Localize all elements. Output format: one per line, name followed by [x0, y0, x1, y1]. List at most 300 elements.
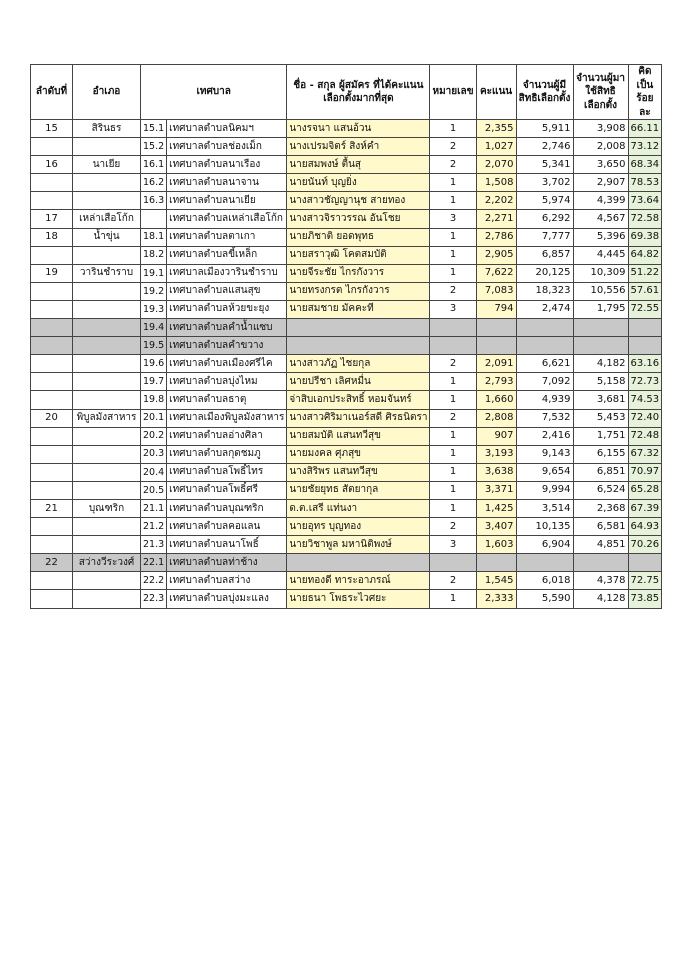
table-row: [31, 409, 662, 427]
order-cell: [31, 373, 73, 391]
col-header-percent: คิดเป็น ร้อยละ: [628, 65, 662, 120]
eligible-cell: 3,514: [516, 499, 573, 517]
eligible-cell: 5,341: [516, 156, 573, 174]
number-cell: 1: [430, 264, 476, 282]
sub-number-cell: 19.4: [141, 319, 167, 337]
candidate-cell: นางสาวศิริมาเนอร์สดี ศิรธนิตรา: [287, 409, 430, 427]
voted-cell: 4,851: [573, 536, 628, 554]
table-row: [31, 463, 662, 481]
table-row: [31, 518, 662, 536]
municipality-cell: เทศบาลเมืองพิบูลมังสาหาร: [167, 409, 287, 427]
district-cell: [73, 518, 141, 536]
order-cell: [31, 518, 73, 536]
percent-cell: 72.75: [628, 572, 662, 590]
candidate-cell: นายวิชาพูล มหานิติพงษ์: [287, 536, 430, 554]
district-cell: [73, 174, 141, 192]
sub-number-cell: 22.2: [141, 572, 167, 590]
number-cell: 1: [430, 373, 476, 391]
score-cell: 3,407: [476, 518, 516, 536]
number-cell: 2: [430, 572, 476, 590]
order-cell: 18: [31, 228, 73, 246]
table-row: [31, 282, 662, 300]
score-cell: 2,070: [476, 156, 516, 174]
candidate-cell: นายสราวุฒิ โคตสมบัติ: [287, 246, 430, 264]
voted-cell: 4,182: [573, 355, 628, 373]
candidate-cell: นายจีระชัย ไกรกังวาร: [287, 264, 430, 282]
order-cell: [31, 246, 73, 264]
table-row: [31, 156, 662, 174]
percent-cell: 73.64: [628, 192, 662, 210]
table-row: [31, 264, 662, 282]
voted-cell: 4,399: [573, 192, 628, 210]
district-cell: [73, 246, 141, 264]
candidate-cell: นางเปรมจิตร์ สิงห์คำ: [287, 138, 430, 156]
eligible-cell: 3,702: [516, 174, 573, 192]
table-row: [31, 300, 662, 318]
candidate-cell: นางสิริพร แสนทวีสุข: [287, 463, 430, 481]
sub-number-cell: 20.2: [141, 427, 167, 445]
municipality-cell: เทศบาลตำบลนิคมฯ: [167, 120, 287, 138]
table-header: [31, 65, 662, 120]
voted-cell: [573, 337, 628, 355]
number-cell: [430, 319, 476, 337]
sub-number-cell: 21.3: [141, 536, 167, 554]
sub-number-cell: 19.5: [141, 337, 167, 355]
number-cell: 2: [430, 409, 476, 427]
score-cell: 1,508: [476, 174, 516, 192]
municipality-cell: เทศบาลตำบลท่าช้าง: [167, 554, 287, 572]
municipality-cell: เทศบาลตำบลนาเยีย: [167, 192, 287, 210]
score-cell: 2,793: [476, 373, 516, 391]
number-cell: 2: [430, 282, 476, 300]
percent-cell: 78.53: [628, 174, 662, 192]
sub-number-cell: 15.1: [141, 120, 167, 138]
voted-cell: 3,908: [573, 120, 628, 138]
col-header-number: หมายเลข: [430, 65, 476, 120]
sub-number-cell: 16.1: [141, 156, 167, 174]
candidate-cell: นางสาวจิราวรรณ อันโชย: [287, 210, 430, 228]
candidate-cell: นายภิชาติ ยอดพุทธ: [287, 228, 430, 246]
number-cell: 3: [430, 210, 476, 228]
percent-cell: 74.53: [628, 391, 662, 409]
col-header-district: อำเภอ: [73, 65, 141, 120]
col-header-voted: จำนวนผู้มา ใช้สิทธิเลือกตั้ง: [573, 65, 628, 120]
sub-number-cell: 16.2: [141, 174, 167, 192]
candidate-cell: นายปรีชา เลิศหมื่น: [287, 373, 430, 391]
table-row: [31, 192, 662, 210]
number-cell: 3: [430, 300, 476, 318]
candidate-cell: [287, 554, 430, 572]
district-cell: [73, 319, 141, 337]
col-header-order: ลำดับที่: [31, 65, 73, 120]
municipality-cell: เทศบาลตำบลคอแลน: [167, 518, 287, 536]
eligible-cell: 6,621: [516, 355, 573, 373]
score-cell: 3,193: [476, 445, 516, 463]
number-cell: 1: [430, 391, 476, 409]
candidate-cell: [287, 337, 430, 355]
sub-number-cell: 19.1: [141, 264, 167, 282]
number-cell: 1: [430, 463, 476, 481]
score-cell: 2,202: [476, 192, 516, 210]
district-cell: [73, 427, 141, 445]
voted-cell: 1,795: [573, 300, 628, 318]
voted-cell: 4,378: [573, 572, 628, 590]
order-cell: [31, 300, 73, 318]
order-cell: [31, 445, 73, 463]
score-cell: [476, 319, 516, 337]
table-row: [31, 319, 662, 337]
score-cell: 907: [476, 427, 516, 445]
percent-cell: [628, 319, 662, 337]
district-cell: พิบูลมังสาหาร: [73, 409, 141, 427]
voted-cell: 5,158: [573, 373, 628, 391]
eligible-cell: 6,904: [516, 536, 573, 554]
order-cell: 17: [31, 210, 73, 228]
candidate-cell: นายนันท์ บุญยิ่ง: [287, 174, 430, 192]
district-cell: เหล่าเสือโก้ก: [73, 210, 141, 228]
municipality-cell: เทศบาลตำบลธาตุ: [167, 391, 287, 409]
candidate-cell: [287, 319, 430, 337]
order-cell: [31, 282, 73, 300]
percent-cell: 64.93: [628, 518, 662, 536]
candidate-cell: จ่าสิบเอกประสิทธิ์ หอมจันทร์: [287, 391, 430, 409]
number-cell: 1: [430, 445, 476, 463]
table-row: [31, 427, 662, 445]
municipality-cell: เทศบาลตำบลโพธิ์ศรี: [167, 481, 287, 499]
district-cell: [73, 463, 141, 481]
sub-number-cell: 19.7: [141, 373, 167, 391]
table-row: [31, 572, 662, 590]
eligible-cell: 7,092: [516, 373, 573, 391]
voted-cell: 10,556: [573, 282, 628, 300]
order-cell: [31, 138, 73, 156]
district-cell: บุณฑริก: [73, 499, 141, 517]
candidate-cell: นายชัยยุทธ สัตยากุล: [287, 481, 430, 499]
percent-cell: 57.61: [628, 282, 662, 300]
eligible-cell: 6,018: [516, 572, 573, 590]
score-cell: 2,905: [476, 246, 516, 264]
score-cell: 2,091: [476, 355, 516, 373]
voted-cell: 10,309: [573, 264, 628, 282]
table-row: [31, 536, 662, 554]
eligible-cell: 2,416: [516, 427, 573, 445]
table-row: [31, 445, 662, 463]
order-cell: [31, 590, 73, 608]
eligible-cell: 7,777: [516, 228, 573, 246]
table-row: [31, 210, 662, 228]
voted-cell: 1,751: [573, 427, 628, 445]
district-cell: [73, 481, 141, 499]
percent-cell: 65.28: [628, 481, 662, 499]
order-cell: 22: [31, 554, 73, 572]
eligible-cell: 5,911: [516, 120, 573, 138]
municipality-cell: เทศบาลตำบลสว่าง: [167, 572, 287, 590]
number-cell: 1: [430, 481, 476, 499]
voted-cell: [573, 554, 628, 572]
candidate-cell: นายสมชาย มัคคะที: [287, 300, 430, 318]
table-row: [31, 337, 662, 355]
voted-cell: 4,567: [573, 210, 628, 228]
table-row: [31, 228, 662, 246]
score-cell: 2,271: [476, 210, 516, 228]
number-cell: 1: [430, 590, 476, 608]
sub-number-cell: 21.2: [141, 518, 167, 536]
eligible-cell: 2,746: [516, 138, 573, 156]
score-cell: 7,083: [476, 282, 516, 300]
score-cell: [476, 554, 516, 572]
order-cell: [31, 391, 73, 409]
col-header-candidate: ชื่อ - สกุล ผู้สมัคร ที่ได้คะแนนเลือกตั้งมากที่สุด: [287, 65, 430, 120]
municipality-cell: เทศบาลตำบลช่องเม็ก: [167, 138, 287, 156]
eligible-cell: 2,474: [516, 300, 573, 318]
municipality-cell: เทศบาลตำบลบุ่งไหม: [167, 373, 287, 391]
score-cell: 7,622: [476, 264, 516, 282]
order-cell: [31, 192, 73, 210]
number-cell: 1: [430, 499, 476, 517]
percent-cell: [628, 337, 662, 355]
voted-cell: 6,524: [573, 481, 628, 499]
municipality-cell: เทศบาลตำบลอ่างศิลา: [167, 427, 287, 445]
eligible-cell: 7,532: [516, 409, 573, 427]
table-body: [31, 120, 662, 609]
eligible-cell: [516, 337, 573, 355]
municipality-cell: เทศบาลตำบลโพธิ์ไทร: [167, 463, 287, 481]
candidate-cell: นางสาวชัญญานุช สายทอง: [287, 192, 430, 210]
municipality-cell: เทศบาลตำบลตาเกา: [167, 228, 287, 246]
eligible-cell: 6,857: [516, 246, 573, 264]
voted-cell: 2,368: [573, 499, 628, 517]
eligible-cell: 6,292: [516, 210, 573, 228]
col-header-municipality: เทศบาล: [141, 65, 287, 120]
number-cell: 1: [430, 228, 476, 246]
district-cell: [73, 300, 141, 318]
eligible-cell: 18,323: [516, 282, 573, 300]
district-cell: [73, 391, 141, 409]
district-cell: สิรินธร: [73, 120, 141, 138]
sub-number-cell: 19.8: [141, 391, 167, 409]
voted-cell: 5,396: [573, 228, 628, 246]
district-cell: [73, 355, 141, 373]
municipality-cell: เทศบาลตำบลนาเรือง: [167, 156, 287, 174]
table-row: [31, 499, 662, 517]
eligible-cell: 4,939: [516, 391, 573, 409]
district-cell: สว่างวีระวงศ์: [73, 554, 141, 572]
order-cell: [31, 463, 73, 481]
order-cell: [31, 427, 73, 445]
municipality-cell: เทศบาลตำบลบุ่งมะแลง: [167, 590, 287, 608]
number-cell: 1: [430, 192, 476, 210]
percent-cell: 64.82: [628, 246, 662, 264]
percent-cell: 67.39: [628, 499, 662, 517]
district-cell: [73, 138, 141, 156]
candidate-cell: นายทรงกรต ไกรกังวาร: [287, 282, 430, 300]
sub-number-cell: 18.2: [141, 246, 167, 264]
order-cell: 19: [31, 264, 73, 282]
sub-number-cell: 16.3: [141, 192, 167, 210]
score-cell: 1,027: [476, 138, 516, 156]
score-cell: 3,638: [476, 463, 516, 481]
percent-cell: [628, 554, 662, 572]
percent-cell: 68.34: [628, 156, 662, 174]
number-cell: 1: [430, 174, 476, 192]
candidate-cell: นางสาวภัฏ ไชยกุล: [287, 355, 430, 373]
score-cell: 1,545: [476, 572, 516, 590]
municipality-cell: เทศบาลตำบลกุดชมภู: [167, 445, 287, 463]
candidate-cell: นายอุทร บุญทอง: [287, 518, 430, 536]
eligible-cell: [516, 319, 573, 337]
district-cell: [73, 192, 141, 210]
municipality-cell: เทศบาลตำบลนาจาน: [167, 174, 287, 192]
score-cell: 2,355: [476, 120, 516, 138]
voted-cell: 4,445: [573, 246, 628, 264]
sub-number-cell: 20.5: [141, 481, 167, 499]
sub-number-cell: 20.4: [141, 463, 167, 481]
score-cell: 2,808: [476, 409, 516, 427]
score-cell: 3,371: [476, 481, 516, 499]
eligible-cell: 20,125: [516, 264, 573, 282]
percent-cell: 73.12: [628, 138, 662, 156]
eligible-cell: 9,143: [516, 445, 573, 463]
eligible-cell: 10,135: [516, 518, 573, 536]
municipality-cell: เทศบาลเมืองวารินชำราบ: [167, 264, 287, 282]
candidate-cell: นางรจนา แสนอ้วน: [287, 120, 430, 138]
municipality-cell: เทศบาลตำบลคำขวาง: [167, 337, 287, 355]
sub-number-cell: 18.1: [141, 228, 167, 246]
percent-cell: 51.22: [628, 264, 662, 282]
candidate-cell: นายสมบัติ แสนทวีสุข: [287, 427, 430, 445]
municipality-cell: เทศบาลตำบลนาโพธิ์: [167, 536, 287, 554]
sub-number-cell: 19.3: [141, 300, 167, 318]
voted-cell: 6,155: [573, 445, 628, 463]
sub-number-cell: 21.1: [141, 499, 167, 517]
number-cell: 1: [430, 246, 476, 264]
number-cell: 3: [430, 536, 476, 554]
voted-cell: 2,907: [573, 174, 628, 192]
order-cell: [31, 536, 73, 554]
table-row: [31, 138, 662, 156]
eligible-cell: 5,974: [516, 192, 573, 210]
number-cell: [430, 554, 476, 572]
candidate-cell: นายธนา โพธระไวศยะ: [287, 590, 430, 608]
score-cell: 1,603: [476, 536, 516, 554]
number-cell: 2: [430, 518, 476, 536]
municipality-cell: เทศบาลตำบลห้วยขะยุง: [167, 300, 287, 318]
percent-cell: 67.32: [628, 445, 662, 463]
district-cell: [73, 373, 141, 391]
voted-cell: 2,008: [573, 138, 628, 156]
score-cell: 2,333: [476, 590, 516, 608]
district-cell: [73, 337, 141, 355]
order-cell: [31, 337, 73, 355]
sub-number-cell: 15.2: [141, 138, 167, 156]
district-cell: นาเยีย: [73, 156, 141, 174]
municipality-cell: เทศบาลตำบลเมืองศรีไค: [167, 355, 287, 373]
order-cell: 15: [31, 120, 73, 138]
sub-number-cell: 19.2: [141, 282, 167, 300]
sub-number-cell: [141, 210, 167, 228]
score-cell: [476, 337, 516, 355]
eligible-cell: 5,590: [516, 590, 573, 608]
table-row: [31, 355, 662, 373]
table-row: [31, 481, 662, 499]
number-cell: 2: [430, 156, 476, 174]
table-row: [31, 174, 662, 192]
voted-cell: [573, 319, 628, 337]
order-cell: [31, 355, 73, 373]
municipality-cell: เทศบาลตำบลคำน้ำแซบ: [167, 319, 287, 337]
district-cell: [73, 282, 141, 300]
score-cell: 1,425: [476, 499, 516, 517]
number-cell: 2: [430, 355, 476, 373]
order-cell: 20: [31, 409, 73, 427]
eligible-cell: 9,994: [516, 481, 573, 499]
district-cell: [73, 572, 141, 590]
district-cell: น้ำขุ่น: [73, 228, 141, 246]
percent-cell: 63.16: [628, 355, 662, 373]
candidate-cell: นายทองดี ทาระอาภรณ์: [287, 572, 430, 590]
voted-cell: 3,650: [573, 156, 628, 174]
order-cell: 16: [31, 156, 73, 174]
percent-cell: 72.48: [628, 427, 662, 445]
order-cell: [31, 319, 73, 337]
percent-cell: 70.97: [628, 463, 662, 481]
number-cell: 1: [430, 427, 476, 445]
district-cell: วารินชำราบ: [73, 264, 141, 282]
sub-number-cell: 22.1: [141, 554, 167, 572]
order-cell: 21: [31, 499, 73, 517]
col-header-score: คะแนน: [476, 65, 516, 120]
table-row: [31, 391, 662, 409]
order-cell: [31, 174, 73, 192]
municipality-cell: เทศบาลตำบลแสนสุข: [167, 282, 287, 300]
score-cell: 794: [476, 300, 516, 318]
district-cell: [73, 445, 141, 463]
voted-cell: 3,681: [573, 391, 628, 409]
candidate-cell: นายสมพงษ์ ตื้นสุ: [287, 156, 430, 174]
score-cell: 2,786: [476, 228, 516, 246]
number-cell: 1: [430, 120, 476, 138]
voted-cell: 4,128: [573, 590, 628, 608]
candidate-cell: นายมงคล ศุภสุข: [287, 445, 430, 463]
district-cell: [73, 590, 141, 608]
percent-cell: 69.38: [628, 228, 662, 246]
percent-cell: 66.11: [628, 120, 662, 138]
election-results-table: [30, 64, 662, 609]
table-row: [31, 590, 662, 608]
percent-cell: 70.26: [628, 536, 662, 554]
sub-number-cell: 22.3: [141, 590, 167, 608]
municipality-cell: เทศบาลตำบลเหล่าเสือโก้ก: [167, 210, 287, 228]
order-cell: [31, 572, 73, 590]
percent-cell: 73.85: [628, 590, 662, 608]
sub-number-cell: 19.6: [141, 355, 167, 373]
percent-cell: 72.73: [628, 373, 662, 391]
score-cell: 1,660: [476, 391, 516, 409]
number-cell: 2: [430, 138, 476, 156]
sub-number-cell: 20.3: [141, 445, 167, 463]
eligible-cell: 9,654: [516, 463, 573, 481]
percent-cell: 72.58: [628, 210, 662, 228]
table-row: [31, 246, 662, 264]
number-cell: [430, 337, 476, 355]
municipality-cell: เทศบาลตำบลขี้เหล็ก: [167, 246, 287, 264]
col-header-eligible: จำนวนผู้มี สิทธิเลือกตั้ง: [516, 65, 573, 120]
municipality-cell: เทศบาลตำบลบุณฑริก: [167, 499, 287, 517]
sub-number-cell: 20.1: [141, 409, 167, 427]
voted-cell: 6,851: [573, 463, 628, 481]
eligible-cell: [516, 554, 573, 572]
percent-cell: 72.55: [628, 300, 662, 318]
